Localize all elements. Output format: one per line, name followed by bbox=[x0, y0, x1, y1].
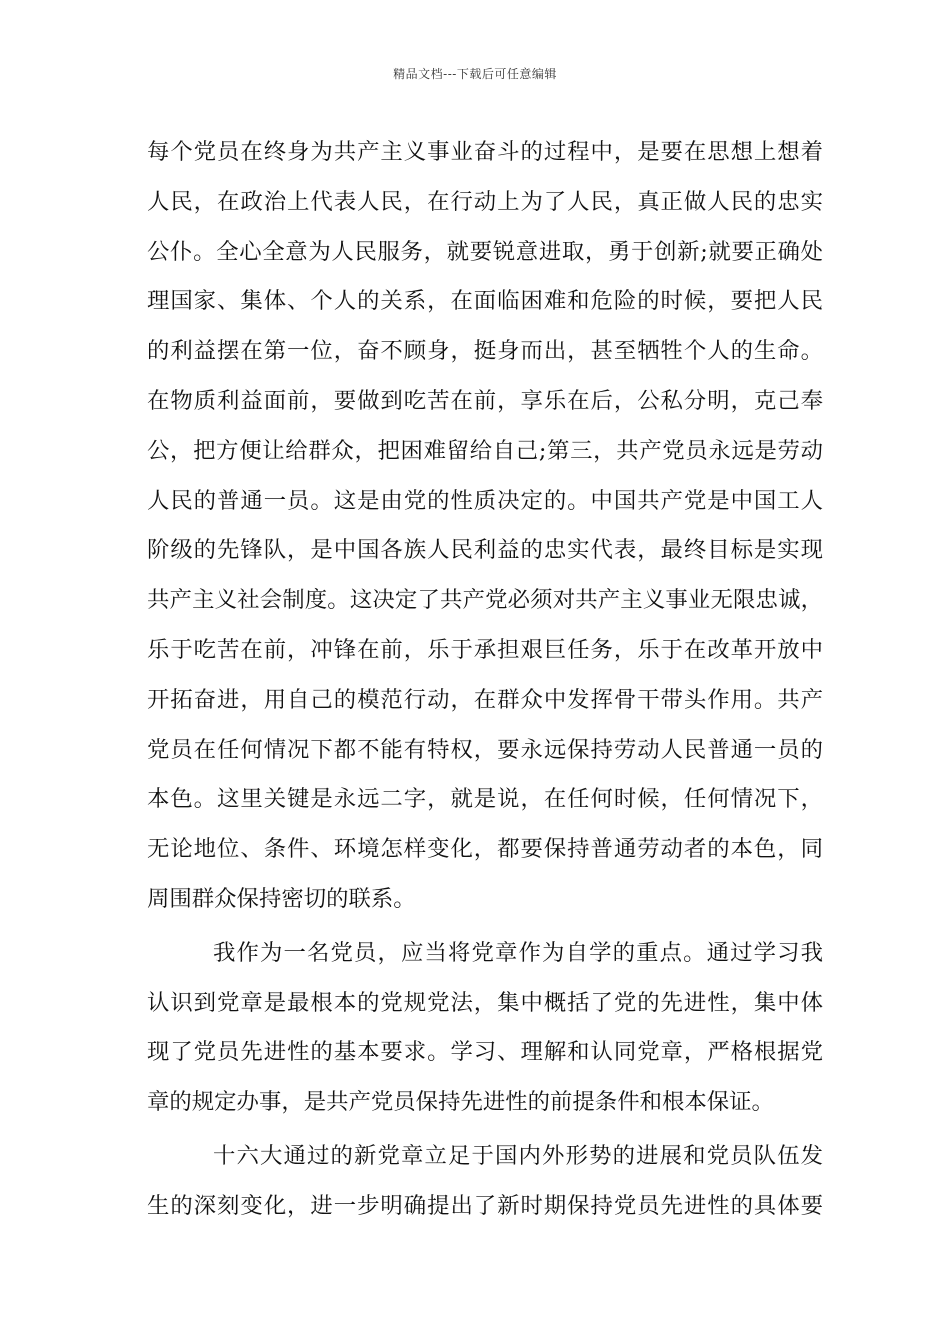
text-line: 我作为一名党员，应当将党章作为自学的重点。通过学习我 bbox=[213, 939, 823, 966]
text-line: 生的深刻变化，进一步明确提出了新时期保持党员先进性的具体要 bbox=[147, 1192, 823, 1219]
text-line: 人民的普通一员。这是由党的性质决定的。中国共产党是中国工人 bbox=[147, 487, 823, 514]
text-line: 章的规定办事，是共产党员保持先进性的前提条件和根本保证。 bbox=[147, 1089, 774, 1116]
paragraph-3 bbox=[147, 1132, 823, 1232]
text-line: 理国家、集体、个人的关系，在面临困难和危险的时候，要把人民 bbox=[147, 288, 823, 315]
document-body bbox=[147, 128, 823, 1232]
text-line: 现了党员先进性的基本要求。学习、理解和认同党章，严格根据党 bbox=[147, 1039, 823, 1066]
text-line: 在物质利益面前，要做到吃苦在前，享乐在后，公私分明，克己奉 bbox=[147, 387, 823, 414]
text-line: 阶级的先锋队，是中国各族人民利益的忠实代表，最终目标是实现 bbox=[147, 537, 823, 564]
text-line: 周围群众保持密切的联系。 bbox=[147, 885, 416, 912]
text-line: 无论地位、条件、环境怎样变化，都要保持普通劳动者的本色，同 bbox=[147, 836, 823, 863]
text-line: 公仆。全心全意为人民服务，就要锐意进取，勇于创新;就要正确处 bbox=[147, 238, 823, 265]
text-line: 认识到党章是最根本的党规党法，集中概括了党的先进性，集中体 bbox=[147, 989, 823, 1016]
text-line: 的利益摆在第一位，奋不顾身，挺身而出，甚至牺牲个人的生命。 bbox=[147, 338, 823, 365]
text-line: 公，把方便让给群众，把困难留给自己;第三，共产党员永远是劳动 bbox=[147, 437, 823, 464]
paragraph-2 bbox=[147, 929, 823, 1128]
text-line: 乐于吃苦在前，冲锋在前，乐于承担艰巨任务，乐于在改革开放中 bbox=[147, 636, 823, 663]
text-line: 开拓奋进，用自己的模范行动，在群众中发挥骨干带头作用。共产 bbox=[147, 686, 823, 713]
text-line: 十六大通过的新党章立足于国内外形势的进展和党员队伍发 bbox=[213, 1142, 823, 1169]
text-line: 本色。这里关键是永远二字，就是说，在任何时候，任何情况下， bbox=[147, 786, 823, 813]
text-line: 每个党员在终身为共产主义事业奋斗的过程中，是要在思想上想着 bbox=[147, 139, 823, 165]
text-line: 党员在任何情况下都不能有特权，要永远保持劳动人民普通一员的 bbox=[147, 736, 823, 763]
paragraph-1 bbox=[147, 128, 823, 925]
text-line: 共产主义社会制度。这决定了共产党必须对共产主义事业无限忠诚， bbox=[147, 587, 823, 614]
page-header: 精品文档---下载后可任意编辑 bbox=[393, 67, 557, 81]
text-line: 人民，在政治上代表人民，在行动上为了人民，真正做人民的忠实 bbox=[147, 188, 823, 215]
